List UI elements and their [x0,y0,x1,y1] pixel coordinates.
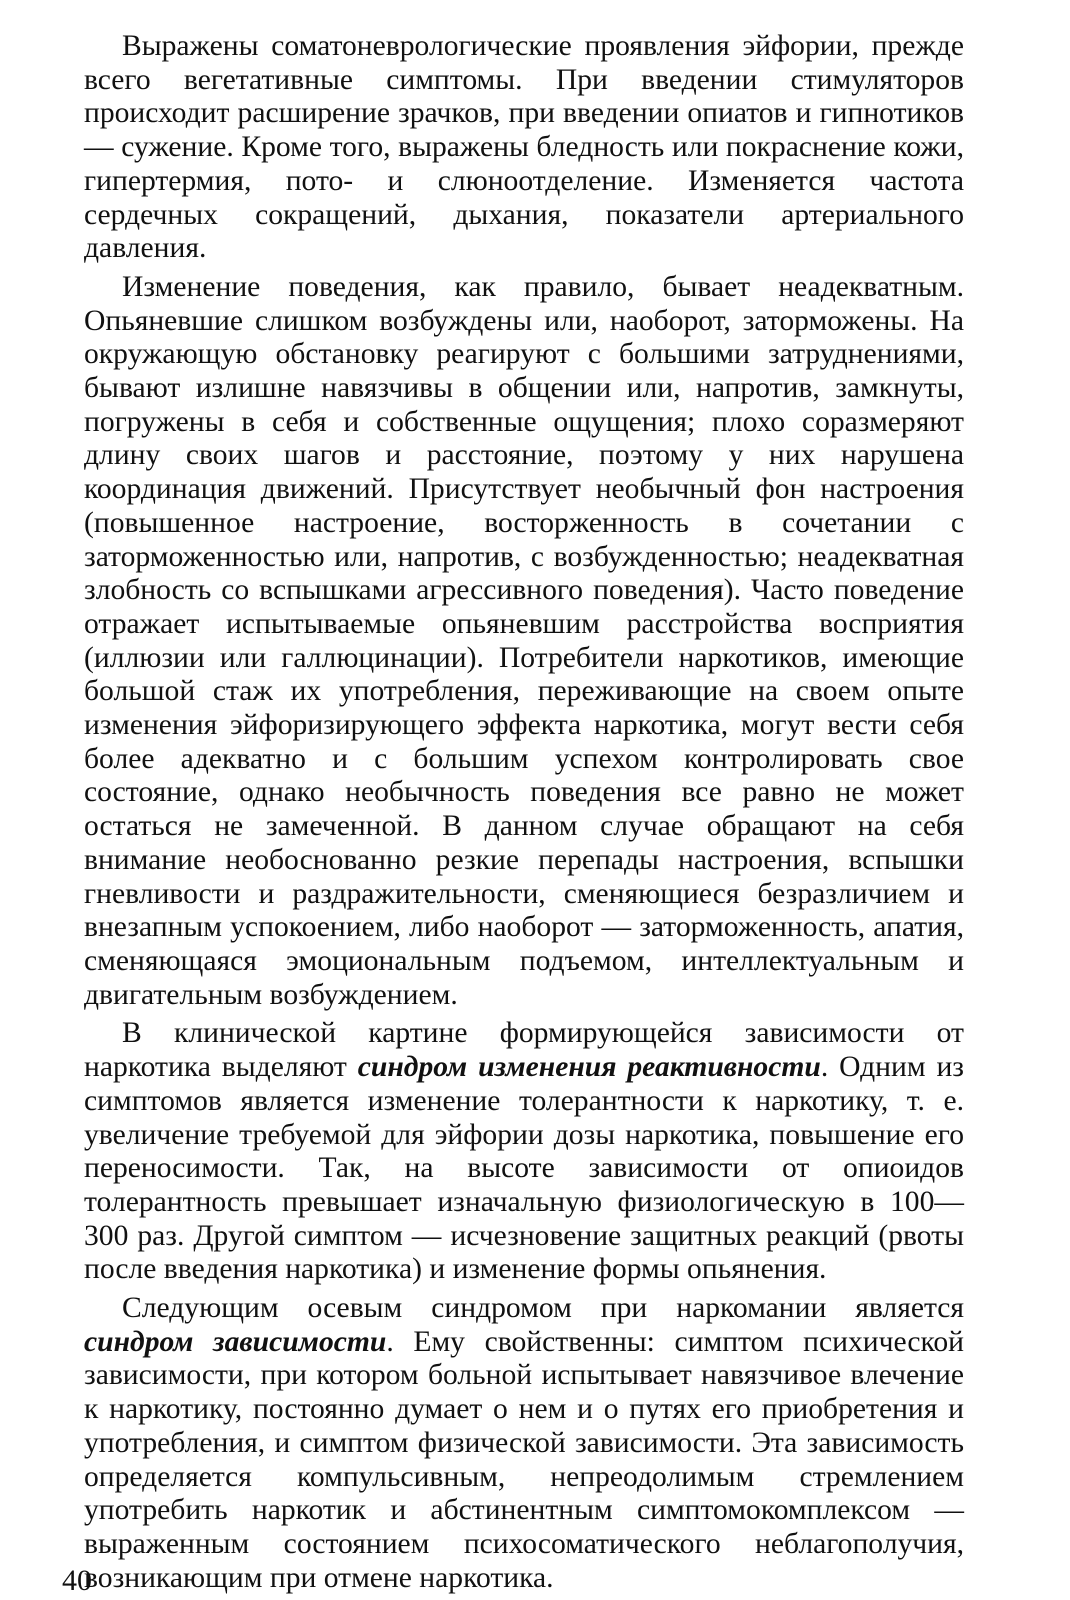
paragraph-2 [84,271,964,1012]
paragraph-3 [84,1017,964,1287]
paragraph-text: Следующим осевым синдромом при наркомании является [122,1292,964,1325]
paragraph-text: В клинической картине формирующейся зависимости от наркотика выделяют [84,1017,964,1084]
paragraph-text: . Одним из симптомов является изменение толерантности к наркотику, т. е. увеличение требуемой для эйфории дозы наркотика, повышение его переносимости. Так, на высоте зависимости от опиоидов толерантность превышает изначальную физиологическую в 100—300 раз. Другой симптом — исчезновение защитных реакций (рвоты после введения наркотика) и изменение формы опьянения. [84,1051,964,1286]
paragraph-4 [84,1292,964,1595]
paragraph-1 [84,30,964,266]
term-reactivity-syndrome: синдром изменения реактивности [357,1051,821,1084]
page-number: 40 [62,1564,92,1597]
page-body [84,30,964,1595]
term-dependence-syndrome: синдром зависимости [84,1325,387,1358]
paragraph-text: Выражены соматоневрологические проявления эйфории, прежде всего вегетативные симптомы. При введении стимуляторов происходит расширение зрачков, при введении опиатов и гипнотиков — сужение. Кроме того, выражены бледность или покраснение кожи, гипертермия, пото- и слюноотделение. Изменяется частота сердечных сокращений, дыхания, показатели артериального давления. [84,30,964,265]
paragraph-text: . Ему свойственны: симптом психической зависимости, при котором больной испытывает навязчивое влечение к наркотику, постоянно думает о нем и о путях его приобретения и употребления, и симптом физической зависимости. Эта зависимость определяется компульсивным, непреодолимым стремлением употребить наркотик и абстинентным симптомокомплексом — выраженным состоянием психосоматического неблагополучия, возникающим при отмене наркотика. [84,1325,964,1594]
paragraph-text: Изменение поведения, как правило, бывает неадекватным. Опьяневшие слишком возбуждены или, наоборот, заторможены. На окружающую обстановку реагируют с большими затруднениями, бывают излишне навязчивы в общении или, напротив, замкнуты, погружены в себя и собственные ощущения; плохо соразмеряют длину своих шагов и расстояние, поэтому у них нарушена координация движений. Присутствует необычный фон настроения (повышенное настроение, восторженность в сочетании с заторможенностью или, напротив, с возбужденностью; неадекватная злобность со вспышками агрессивного поведения). Часто поведение отражает испытываемые опьяневшим расстройства восприятия (иллюзии или галлюцинации). Потребители наркотиков, имеющие большой стаж их употребления, переживающие на своем опыте изменения эйфоризирующего эффекта наркотика, могут вести себя более адекватно и с большим успехом контролировать свое состояние, однако необычность поведения все равно не может остаться не замеченной. В данном случае обращают на себя внимание необоснованно резкие перепады настроения, вспышки гневливости и раздражительности, сменяющиеся безразличием и внезапным успокоением, либо наоборот — заторможенность, апатия, сменяющаяся эмоциональным подъемом, интеллектуальным и двигательным возбуждением. [84,270,964,1011]
